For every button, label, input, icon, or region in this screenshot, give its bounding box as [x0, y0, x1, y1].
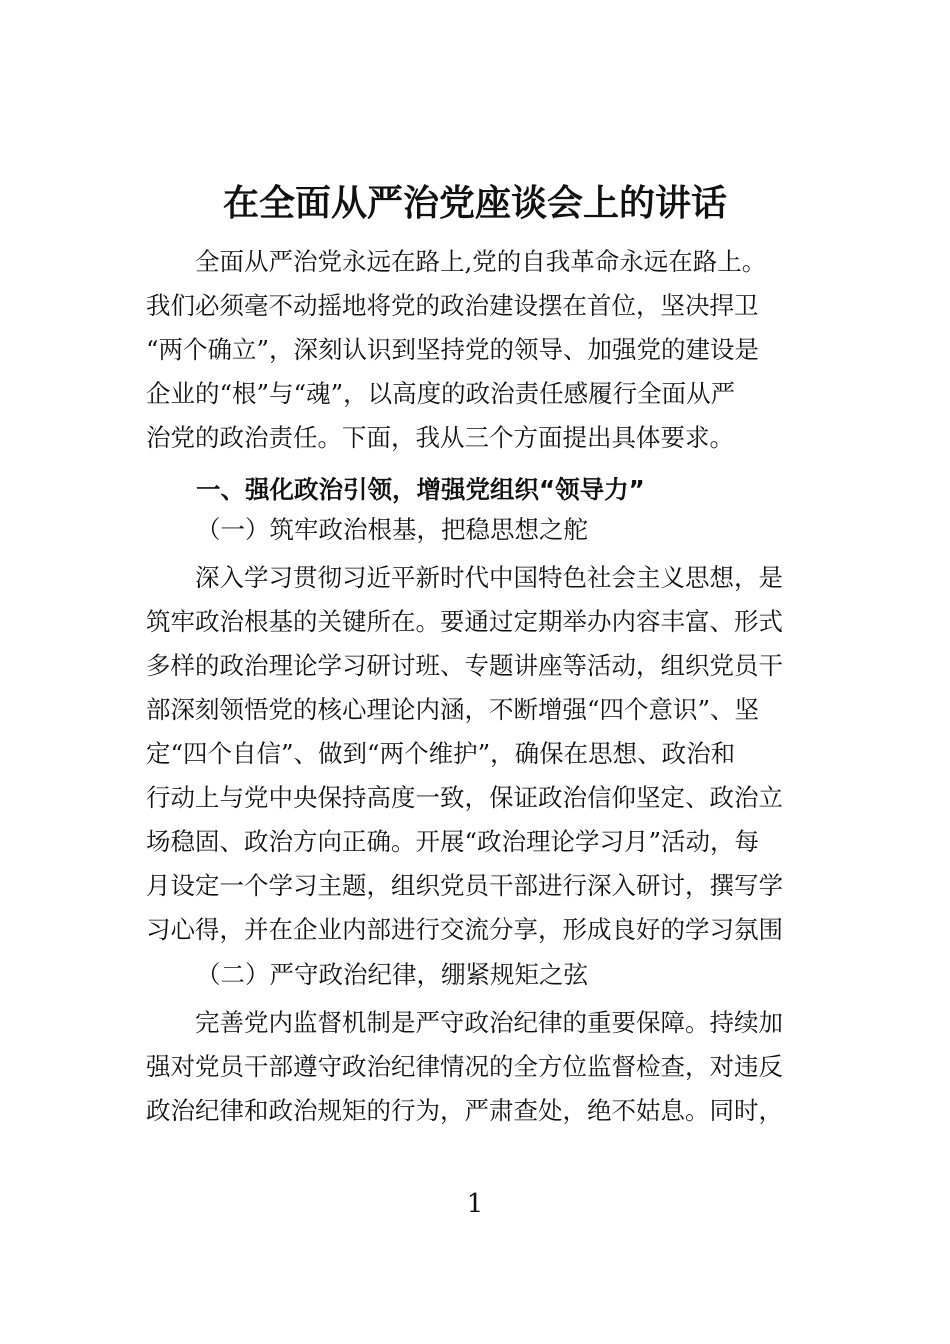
page-number: 1 [466, 1189, 484, 1219]
text-line: 深入学习贯彻习近平新时代中国特色社会主义思想，是 [146, 563, 783, 592]
text-line: 我们必须毫不动摇地将党的政治建设摆在首位，坚决捍卫 [146, 291, 759, 320]
subsection-heading: （二）严守政治纪律，绷紧规矩之弦 [196, 960, 588, 989]
text-line: 强对党员干部遵守政治纪律情况的全方位监督检查，对违反 [146, 1052, 783, 1081]
text-line: 行动上与党中央保持高度一致，保证政治信仰坚定、政治立 [146, 783, 783, 812]
text-line: 定“四个自信”、做到“两个维护”，确保在思想、政治和 [146, 739, 736, 768]
subsection1-paragraph [146, 556, 811, 952]
subsection-heading: （一）筑牢政治根基，把稳思想之舵 [196, 515, 588, 544]
text-line: 场稳固、政治方向正确。开展“政治理论学习月”活动，每 [146, 827, 760, 856]
text-line: 治党的政治责任。下面，我从三个方面提出具体要求。 [146, 423, 734, 452]
text-line: 完善党内监督机制是严守政治纪律的重要保障。持续加 [146, 1008, 783, 1037]
text-line: 部深刻领悟党的核心理论内涵，不断增强“四个意识”、坚 [146, 695, 760, 724]
text-line: 企业的“根”与“魂”，以高度的政治责任感履行全面从严 [146, 379, 736, 408]
text-line: 全面从严治党永远在路上,党的自我革命永远在路上。 [146, 247, 767, 276]
text-line: 多样的政治理论学习研讨班、专题讲座等活动，组织党员干 [146, 651, 783, 680]
text-line: 月设定一个学习主题，组织党员干部进行深入研讨，撰写学 [146, 871, 783, 900]
page-title: 在全面从严治党座谈会上的讲话 [222, 183, 727, 224]
text-line: 习心得，并在企业内部进行交流分享，形成良好的学习氛围 [146, 915, 783, 944]
text-line: “两个确立”，深刻认识到坚持党的领导、加强党的建设是 [146, 335, 760, 364]
subsection2-paragraph [146, 1001, 811, 1133]
section-heading: 一、强化政治引领，增强党组织“领导力” [196, 475, 645, 504]
text-line: 筑牢政治根基的关键所在。要通过定期举办内容丰富、形式 [146, 607, 783, 636]
text-line: 政治纪律和政治规矩的行为，严肃查处，绝不姑息。同时， [146, 1096, 783, 1125]
intro-paragraph [146, 240, 811, 460]
